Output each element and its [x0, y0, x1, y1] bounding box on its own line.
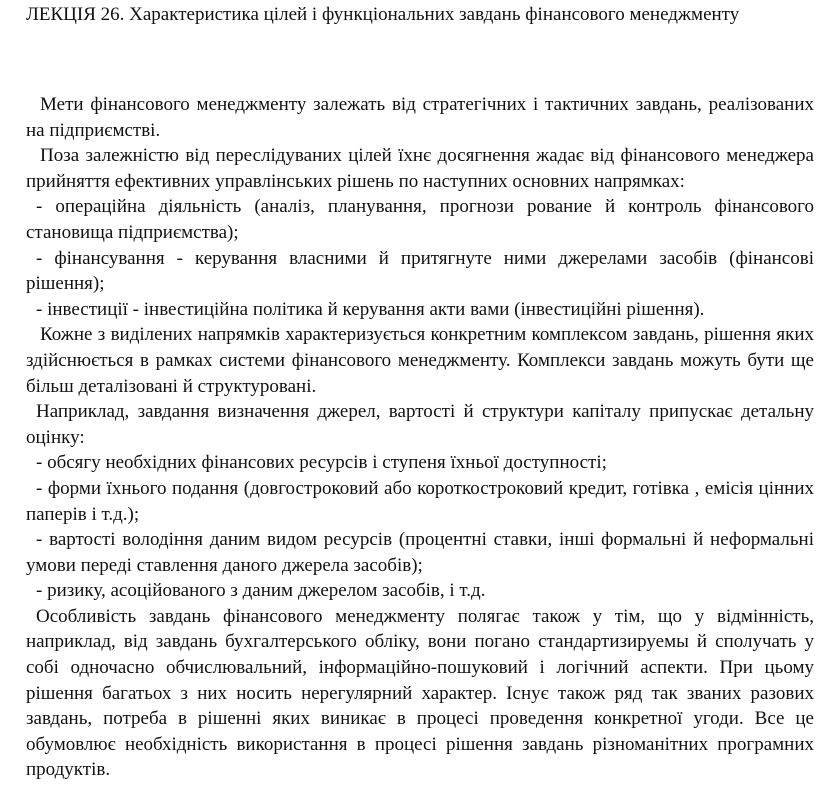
list-item-operations: - операційна діяльність (аналіз, планування, прогнози рование й контроль фінансового становища підприємства);: [26, 196, 814, 243]
list-item-form: - форми їхнього подання (довгостроковий або короткостроковий кредит, готівка , емісія цінних паперів і т.д.);: [26, 477, 814, 525]
lecture-body: [26, 92, 814, 783]
paragraph-directions: Поза залежністю від переслідуваних цілей їхнє досягнення жадає від фінансового менеджера прийняття ефективних управлінських рішень по наступних основних напрямках:: [26, 145, 814, 192]
list-item-cost: - вартості володіння даним видом ресурсів (процентні ставки, інші формальні й неформальні умови переді ставлення даного джерела засобів);: [26, 529, 814, 576]
list-item-volume: - обсягу необхідних фінансових ресурсів і ступеня їхньої доступності;: [36, 452, 607, 474]
paragraph-features: Особливість завдань фінансового менеджменту полягає також у тім, що у відмінність, наприклад, від завдань бухгалтерського обліку, вони погано стандартизируемы й сполучать у собі одночасно обчислювальний, інформаційно-пошуковий і логічний аспекти. При цьому рішення багатьох з них носить нерегулярний характер. Існує також ряд так званих разових завдань, потреба в рішенні яких виникає в процесі проведення конкретної угоди. Все це обумовлює необхідність використання в процесі рішення завдань різноманітних програмних продуктів.: [26, 605, 814, 781]
list-item-financing: - фінансування - керування власними й притягнуте ними джерелами засобів (фінансові рішення);: [26, 247, 814, 295]
list-item-risk: - ризику, асоційованого з даним джерелом засобів, і т.д.: [36, 580, 486, 602]
paragraph-task-complexes: Кожне з виділених напрямків характеризується конкретним комплексом завдань, рішення яких здійснюється в рамках системи фінансового менеджменту. Комплекси завдань можуть бути ще більш деталізовані й структуровані.: [26, 324, 814, 397]
lecture-title: ЛЕКЦІЯ 26. Характеристика цілей і функціональних завдань фінансового менеджменту: [26, 4, 740, 25]
paragraph-example: Наприклад, завдання визначення джерел, вартості й структури капіталу припускає детальну оцінку:: [26, 401, 814, 448]
paragraph-goals: Мети фінансового менеджменту залежать від стратегічних і тактичних завдань, реалізованих на підприємстві.: [26, 94, 814, 141]
list-item-investments: - інвестиції - інвестиційна політика й керування акти вами (інвестиційні рішення).: [36, 298, 705, 320]
